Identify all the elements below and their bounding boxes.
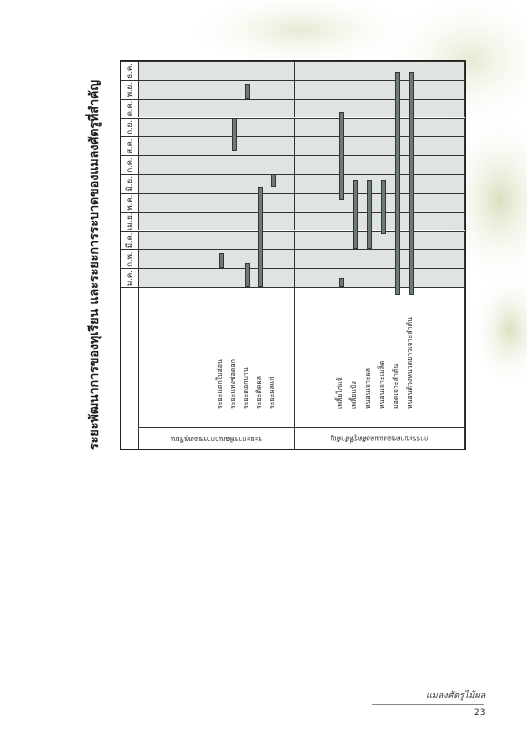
month-header: มี.ค. [121, 231, 139, 250]
page-number: 23 [474, 708, 486, 718]
chart-cell [139, 249, 295, 268]
chart-cell [295, 231, 465, 250]
schedule-bar [245, 84, 250, 99]
chart-cell [295, 268, 465, 287]
schedule-bar [258, 187, 263, 287]
chart-cell [139, 80, 295, 99]
page-title: ระยะพัฒนาการของทุเรียน และระยะการระบาดของแมลงศัตรูที่สำคัญ [86, 79, 101, 450]
group-label-text: การระบาดของแมลงศัตรูที่สำคัญ [330, 434, 429, 443]
chart-cell [295, 212, 465, 231]
schedule-item-label: เพลี้ยแป้ง [350, 381, 358, 409]
schedule-bar [232, 118, 237, 152]
chart-cell [139, 268, 295, 287]
footer-title: แมลงศัตรูไม้ผล [426, 691, 486, 701]
footer-divider [372, 704, 484, 705]
schedule-bar [409, 72, 414, 294]
schedule-bar [395, 72, 400, 294]
group-label [295, 427, 465, 449]
schedule-item-label: ระยะดอกบาน [242, 367, 250, 409]
schedule-bar [339, 278, 344, 287]
month-header: ก.พ. [121, 249, 139, 268]
schedule-bar [381, 180, 386, 235]
chart-cell [139, 155, 295, 174]
schedule-item-label: มอดเจาะลำต้น [392, 363, 400, 409]
chart-cell [139, 212, 295, 231]
month-header: ธ.ค. [121, 61, 139, 80]
month-header: พ.ค. [121, 193, 139, 212]
group-label [139, 427, 295, 449]
chart-cell [295, 136, 465, 155]
chart-cell [295, 61, 465, 80]
chart-cell [139, 193, 295, 212]
schedule-item-label: หนอนเจาะผล [364, 368, 372, 409]
chart-cell [295, 193, 465, 212]
schedule-bar [367, 180, 372, 250]
month-header: ม.ค. [121, 268, 139, 287]
chart-cell [139, 136, 295, 155]
schedule-item-label: ระยะแตกใบอ่อน [216, 359, 224, 409]
schedule-grid [120, 60, 466, 450]
month-header: ก.ค. [121, 155, 139, 174]
chart-cell [295, 249, 465, 268]
month-header: ส.ค. [121, 136, 139, 155]
chart-cell [295, 80, 465, 99]
schedule-bar [339, 112, 344, 201]
chart-cell [139, 61, 295, 80]
chart-cell [295, 155, 465, 174]
chart-cell [295, 174, 465, 193]
schedule-item-label: ระยะติดผล [255, 376, 263, 409]
chart-cell [295, 118, 465, 137]
schedule-bar [219, 253, 224, 268]
chart-cell [295, 99, 465, 118]
month-header: ต.ค. [121, 99, 139, 118]
schedule-bar [353, 180, 358, 250]
schedule-item-label: หนอนด้วงหนวดยาวเจาะลำต้น [406, 317, 414, 409]
month-header: พ.ย. [121, 80, 139, 99]
schedule-item-label: เพลี้ยไก่แจ้ [336, 377, 344, 409]
header-blank [121, 287, 139, 449]
schedule-item-label: หนอนเจาะเมล็ด [378, 360, 386, 409]
rotated-content [80, 50, 470, 450]
schedule-item-label: ระยะแทงช่อดอก [229, 359, 237, 409]
chart-cell [139, 118, 295, 137]
schedule-bar [271, 174, 276, 187]
month-header: เม.ย. [121, 212, 139, 231]
schedule-item-label: ระยะผลแก่ [268, 376, 276, 409]
chart-cell [139, 231, 295, 250]
chart-cell [139, 99, 295, 118]
group-label-text: ระยะการพัฒนาการของทุเรียน [171, 434, 262, 443]
month-header: ก.ย. [121, 118, 139, 137]
schedule-bar [245, 263, 250, 287]
month-header: มิ.ย. [121, 174, 139, 193]
